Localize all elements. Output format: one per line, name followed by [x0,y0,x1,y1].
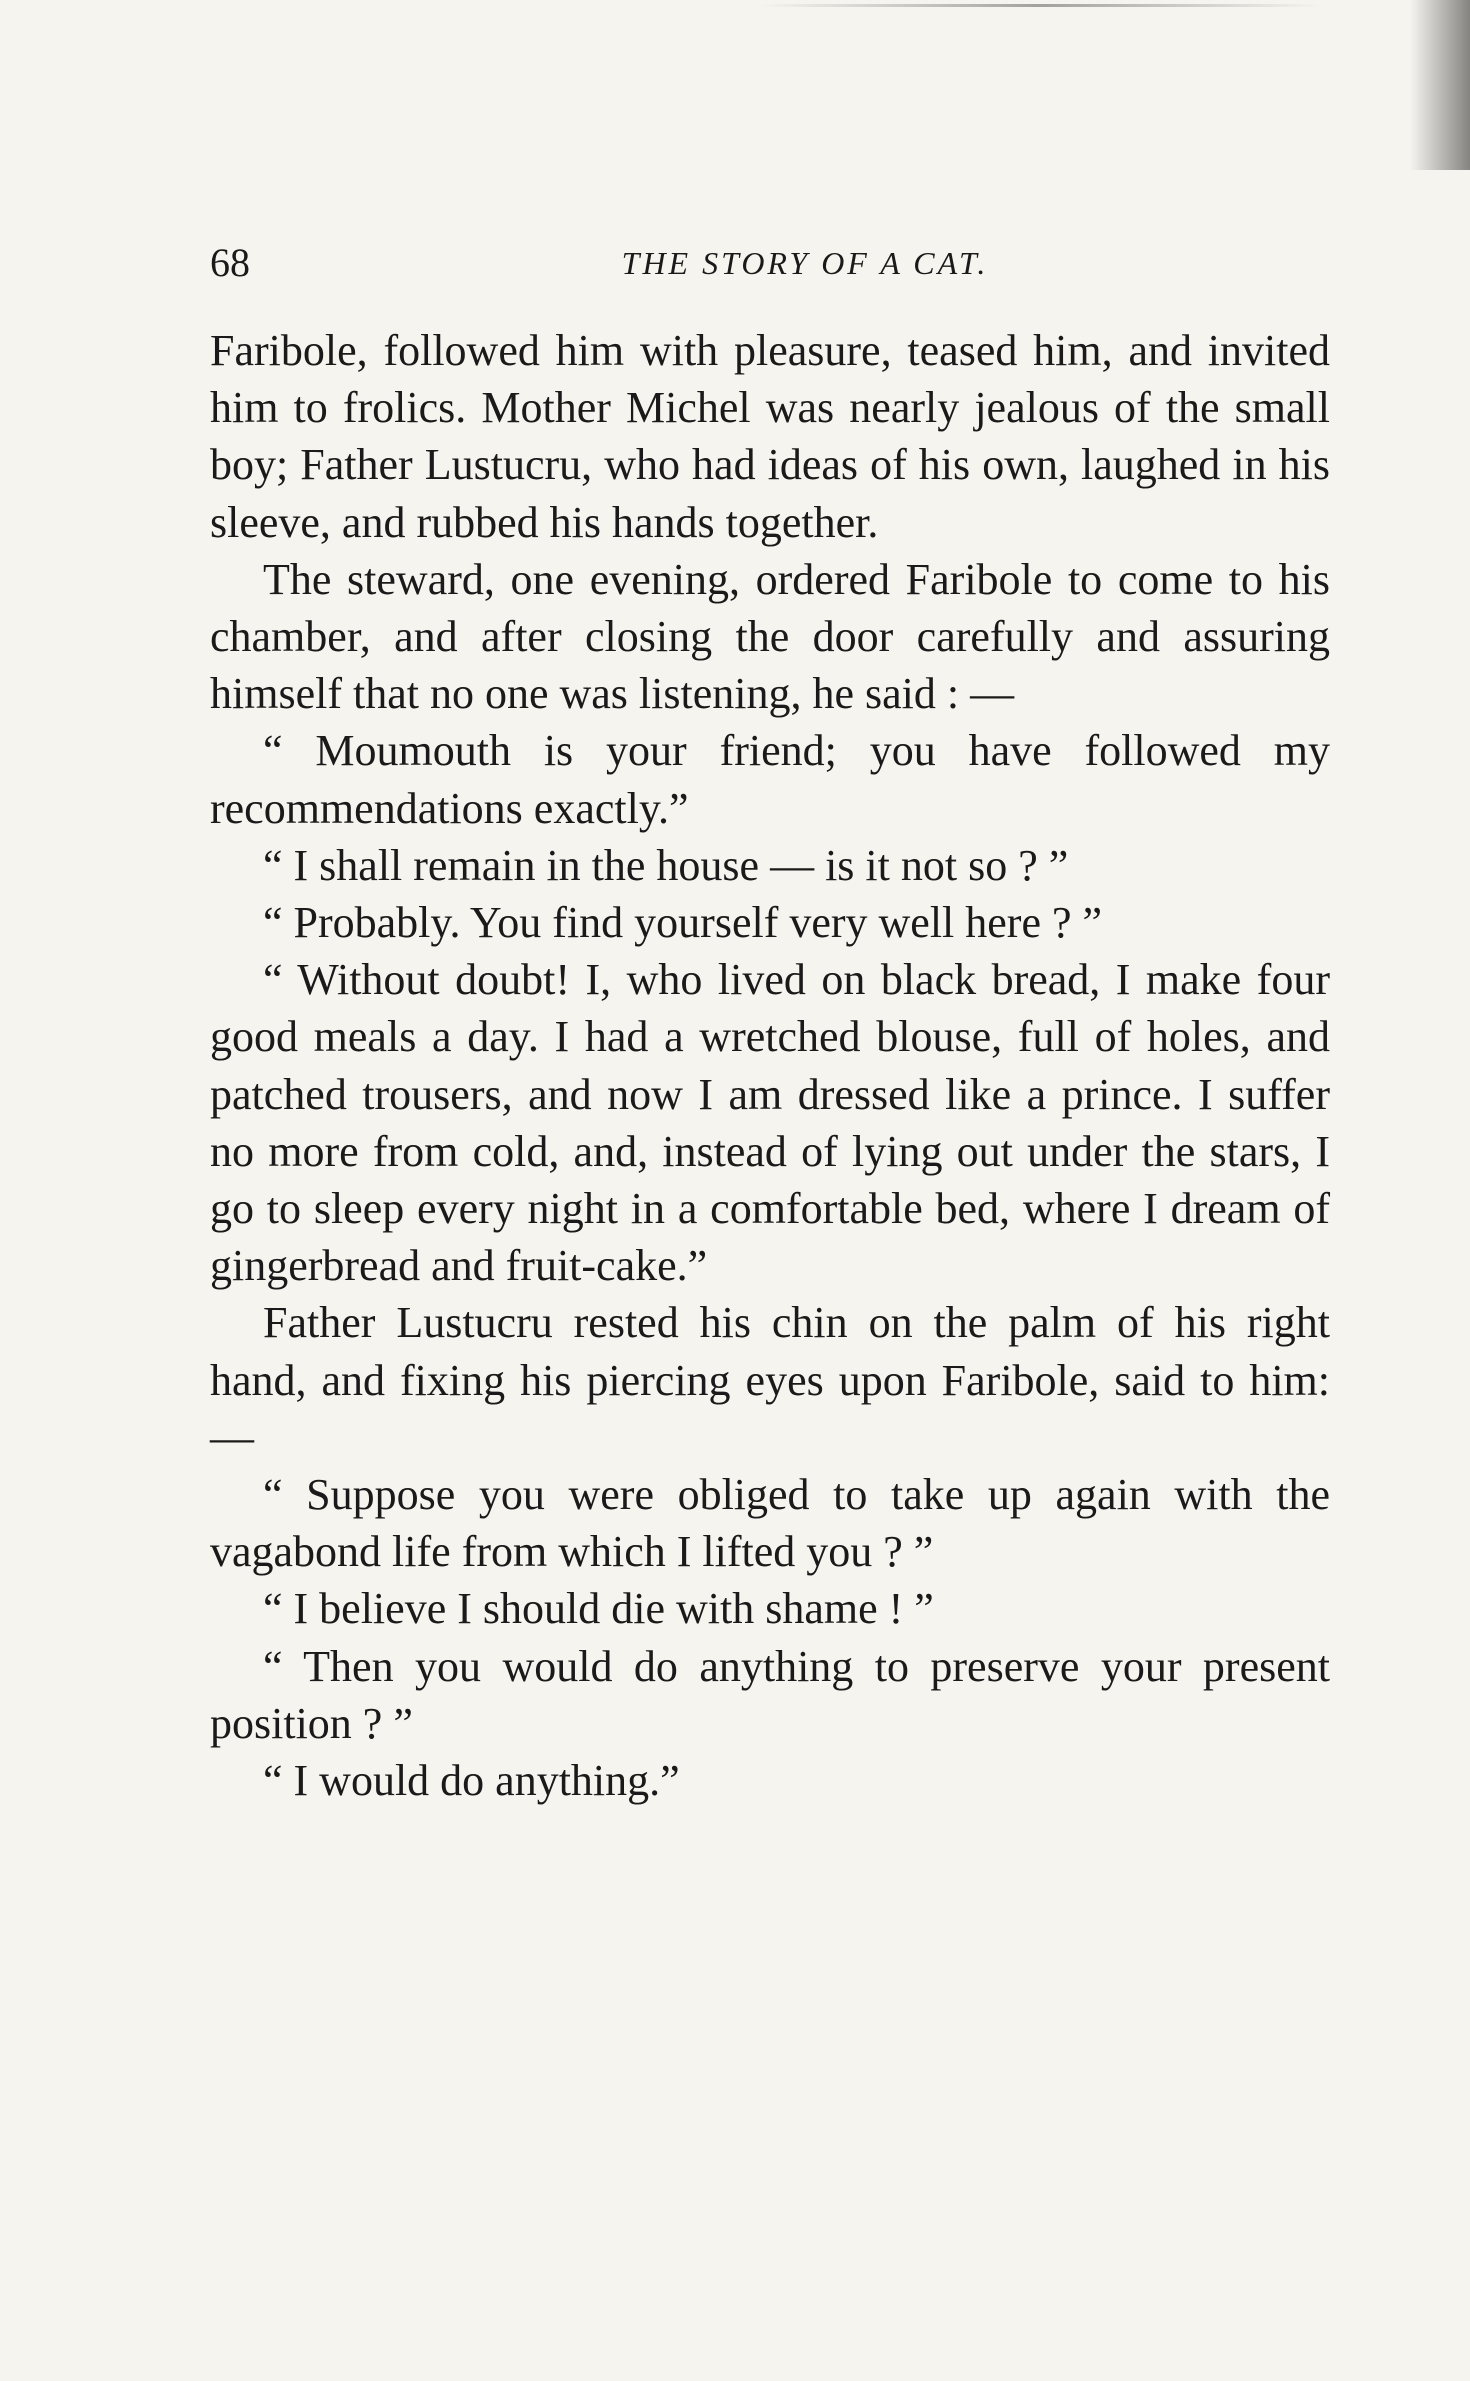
running-title: THE STORY OF A CAT. [621,245,989,281]
paragraph: Faribole, followed him with pleasure, teased him, and invited him to frolics. Mother Michel was nearly jealous of the small boy; Father Lustucru, who had ideas of his own, laughed in his sleeve, and rubbed his hands together. [210,326,1330,547]
paragraph: “ I would do anything.” [263,1756,680,1806]
paragraph: The steward, one evening, ordered Faribole to come to his chamber, and after closing the door carefully and assuring himself that no one was listening, he said : — [210,554,1330,719]
paragraph: “ Without doubt! I, who lived on black bread, I make four good meals a day. I had a wretched blouse, full of holes, and patched trousers, and now I am dressed like a prince. I suffer no more from cold, and, instead of lying out under the stars, I go to sleep every night in a comfortable bed, where I dream of gingerbread and fruit-cake.” [210,955,1330,1291]
scan-artifact-line [760,4,1320,7]
paragraph: “ Probably. You find yourself very well here ? ” [263,898,1103,948]
paragraph: “ Moumouth is your friend; you have followed my recommendations exactly.” [210,726,1330,833]
paragraph: “ Suppose you were obliged to take up again with the vagabond life from which I lifted you ? ” [210,1470,1330,1577]
paragraph: “ I believe I should die with shame ! ” [263,1584,934,1634]
body-text [210,322,1330,1809]
paragraph: Father Lustucru rested his chin on the palm of his right hand, and fixing his piercing eyes upon Faribole, said to him: — [210,1298,1330,1462]
page-number: 68 [210,240,250,285]
scan-edge-shadow [1410,0,1470,170]
paragraph: “ Then you would do anything to preserve your present position ? ” [210,1641,1330,1748]
page-header [210,238,1330,288]
paragraph: “ I shall remain in the house — is it not so ? ” [263,840,1069,890]
